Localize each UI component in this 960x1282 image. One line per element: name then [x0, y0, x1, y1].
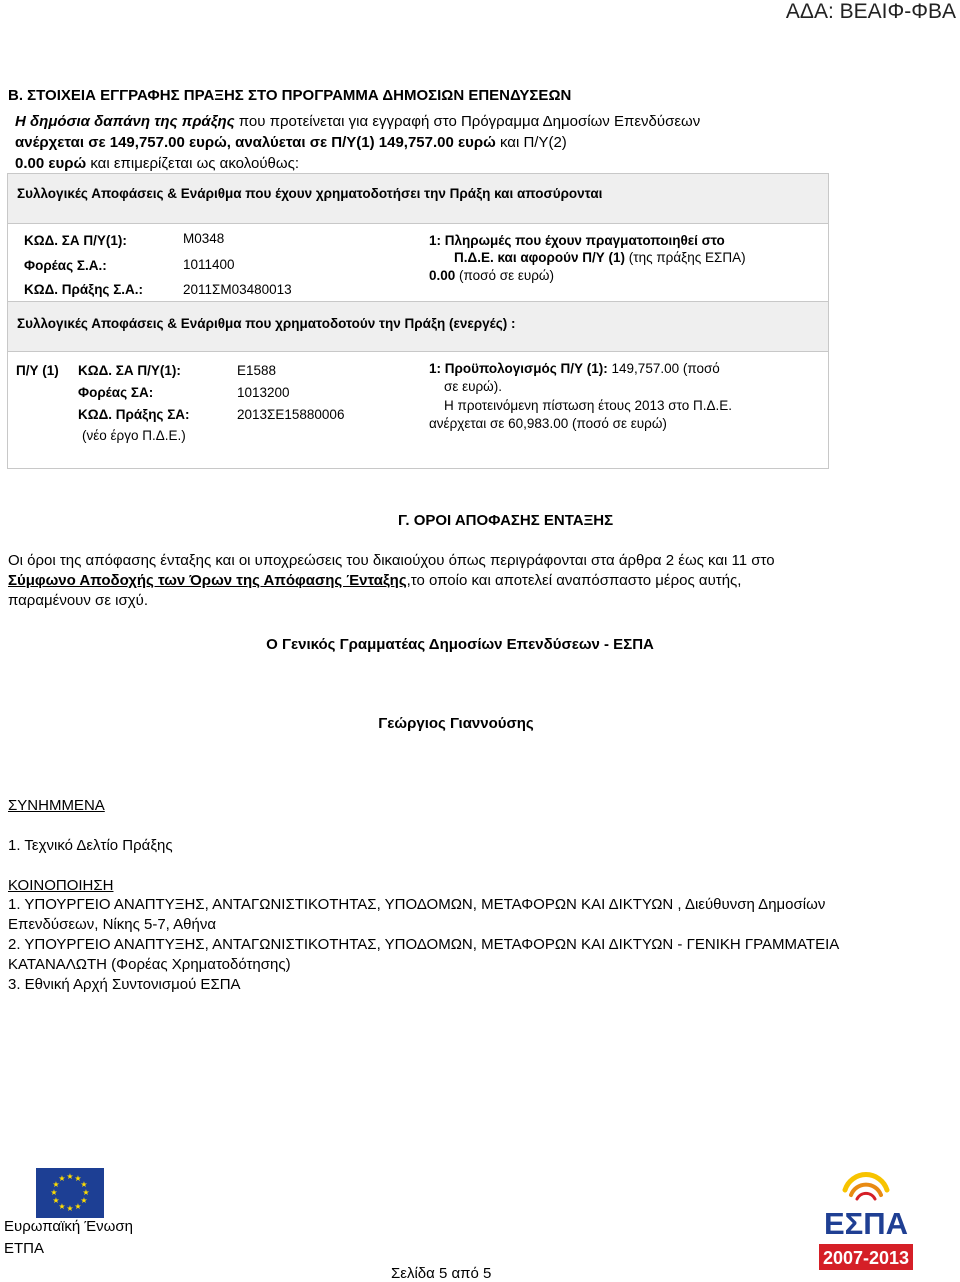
py-label: Π/Υ (1) [16, 363, 59, 378]
notification-line-4: ΚΑΤΑΝΑΛΩΤΗ (Φορέας Χρηματοδότησης) [8, 956, 291, 973]
eu-flag-icon [36, 1168, 104, 1218]
notification-line-3: 2. ΥΠΟΥΡΓΕΙΟ ΑΝΑΠΤΥΞΗΣ, ΑΝΤΑΓΩΝΙΣΤΙΚΟΤΗΤΑΣ, ΥΠΟΔΟΜΩΝ, ΜΕΤΑΦΟΡΩΝ ΚΑΙ ΔΙΚΤΥΩΝ - ΓΕΝΙΚΗ ΓΡΑΜΜΑΤΕΙΑ [8, 936, 840, 953]
terms-line1: Οι όροι της απόφασης ένταξης και οι υποχρεώσεις του δικαιούχου όπως περιγράφονται στα άρθρα 2 έως και 11 στο [8, 552, 775, 569]
payments-amount [429, 268, 554, 283]
budget-line1 [429, 361, 720, 376]
section-g-title: Γ. ΟΡΟΙ ΑΠΟΦΑΣΗΣ ΕΝΤΑΞΗΣ [398, 512, 614, 529]
svg-text:★: ★ [58, 1202, 66, 1211]
notification-line-5: 3. Εθνική Αρχή Συντονισμού ΕΣΠΑ [8, 976, 241, 993]
eu-stars [36, 1168, 104, 1218]
notification-line-1: 1. ΥΠΟΥΡΓΕΙΟ ΑΝΑΠΤΥΞΗΣ, ΑΝΤΑΓΩΝΙΣΤΙΚΟΤΗΤΑΣ, ΥΠΟΔΟΜΩΝ, ΜΕΤΑΦΟΡΩΝ ΚΑΙ ΔΙΚΤΥΩΝ , Διεύθυνση Δημοσίων [8, 896, 826, 913]
svg-text:★: ★ [66, 1172, 74, 1181]
section-b-paragraph-line1 [15, 113, 700, 130]
svg-text:★: ★ [52, 1180, 60, 1189]
section-b-paragraph-line3 [15, 155, 299, 172]
new-project-label: (νέο έργο Π.Δ.Ε.) [82, 428, 186, 443]
espa-logo-text: ΕΣΠΑ [823, 1206, 909, 1241]
attachments-title: ΣΥΝΗΜΜΕΝΑ [8, 797, 105, 814]
paragraph-text: και Π/Υ(2) [495, 134, 567, 151]
public-spending-emphasis: Η δημόσια δαπάνη της πράξης [15, 113, 235, 130]
project-code-sa-label: ΚΩΔ. Πράξης ΣΑ: [78, 407, 190, 422]
amount-breakdown: ανέρχεται σε 149,757.00 ευρώ, αναλύεται σε Π/Υ(1) 149,757.00 ευρώ [15, 134, 496, 151]
budget-value: 149,757.00 (ποσό [607, 361, 720, 376]
notification-line-2: Επενδύσεων, Νίκης 5-7, Αθήνα [8, 916, 217, 933]
section-g-terms [8, 551, 953, 611]
code-sa-py-value: Ε1588 [237, 363, 277, 378]
budget-line4: ανέρχεται σε 60,983.00 (ποσό σε ευρώ) [429, 416, 667, 431]
withdrawn-decisions-header: Συλλογικές Αποφάσεις & Ενάριθμα που έχουν χρηματοδοτήσει την Πράξη και αποσύρονται [17, 186, 603, 201]
agency-sa-value: 1011400 [183, 257, 235, 272]
eu-label: Ευρωπαϊκή Ένωση [4, 1218, 133, 1235]
withdrawn-decisions-header-box [7, 173, 829, 224]
terms-line2 [8, 571, 953, 591]
budget-label: 1: Προϋπολογισμός Π/Υ (1): [429, 361, 608, 376]
signer-title: Ο Γενικός Γραμματέας Δημοσίων Επενδύσεων - ΕΣΠΑ [266, 636, 654, 653]
terms-line3: παραμένουν σε ισχύ. [8, 592, 149, 609]
svg-text:★: ★ [50, 1188, 58, 1197]
svg-text:★: ★ [80, 1196, 88, 1205]
attachment-item-1: 1. Τεχνικό Δελτίο Πράξης [8, 837, 173, 854]
active-decisions-header-box [7, 301, 829, 352]
paragraph-text: που προτείνεται για εγγραφή στο Πρόγραμμα Δημοσίων Επενδύσεων [234, 113, 701, 130]
payments-amount-value: 0.00 [429, 268, 456, 283]
project-code-sa-value: 2011ΣΜ03480013 [183, 282, 292, 297]
section-b-title: Β. ΣΤΟΙΧΕΙΑ ΕΓΓΡΑΦΗΣ ΠΡΑΞΗΣ ΣΤΟ ΠΡΟΓΡΑΜΜΑ ΔΗΜΟΣΙΩΝ ΕΠΕΝΔΥΣΕΩΝ [8, 87, 572, 104]
budget-line2: σε ευρώ). [444, 379, 502, 394]
svg-text:★: ★ [52, 1196, 60, 1205]
payments-amount-unit: (ποσό σε ευρώ) [455, 268, 554, 283]
espa-logo-years: 2007-2013 [822, 1248, 910, 1268]
payments-line2 [454, 250, 746, 265]
code-sa-value: Μ0348 [183, 231, 225, 246]
svg-text:★: ★ [58, 1174, 66, 1183]
acceptance-agreement: Σύμφωνο Αποδοχής των Όρων της Απόφασης Ένταξης [8, 572, 407, 589]
svg-text:★: ★ [74, 1174, 82, 1183]
fund-label: ΕΤΠΑ [4, 1240, 45, 1257]
amount-py2: 0.00 ευρώ [15, 155, 87, 172]
code-sa-label: ΚΩΔ. ΣΑ Π/Υ(1): [24, 233, 127, 248]
svg-text:★: ★ [74, 1202, 82, 1211]
terms-rest: ,το οποίο και αποτελεί αναπόσπαστο μέρος αυτής, [406, 572, 742, 589]
svg-text:★: ★ [82, 1188, 90, 1197]
project-code-sa-label: ΚΩΔ. Πράξης Σ.Α.: [24, 282, 144, 297]
svg-text:★: ★ [66, 1204, 74, 1213]
budget-line3: Η προτεινόμενη πίστωση έτους 2013 στο Π.Δ.Ε. [444, 398, 732, 413]
active-decisions-box [7, 351, 829, 469]
espa-logo-icon [817, 1168, 915, 1276]
agency-sa-value: 1013200 [237, 385, 290, 400]
signer-name: Γεώργιος Γιαννούσης [378, 715, 534, 732]
paragraph-text: και επιμερίζεται ως ακολούθως: [86, 155, 299, 172]
withdrawn-decisions-box [7, 223, 829, 302]
project-code-sa-value: 2013ΣΕ15880006 [237, 407, 345, 422]
code-sa-py-label: ΚΩΔ. ΣΑ Π/Υ(1): [78, 363, 181, 378]
payments-line1: 1: Πληρωμές που έχουν πραγματοποιηθεί στο [429, 233, 725, 248]
active-decisions-header: Συλλογικές Αποφάσεις & Ενάριθμα που χρηματοδοτούν την Πράξη (ενεργές) : [17, 316, 516, 331]
agency-sa-label: Φορέας Σ.Α.: [24, 258, 107, 273]
page-number: Σελίδα 5 από 5 [391, 1265, 492, 1282]
payments-normal: (της πράξης ΕΣΠΑ) [625, 250, 746, 265]
notification-title: ΚΟΙΝΟΠΟΙΗΣΗ [8, 877, 114, 894]
payments-bold: Π.Δ.Ε. και αφορούν Π/Υ (1) [454, 250, 626, 265]
svg-text:★: ★ [80, 1180, 88, 1189]
ada-code: ΑΔΑ: ΒΕΑΙΦ-ΦΒΑ [785, 0, 956, 23]
section-b-paragraph-line2 [15, 134, 567, 151]
agency-sa-label: Φορέας ΣΑ: [78, 385, 154, 400]
